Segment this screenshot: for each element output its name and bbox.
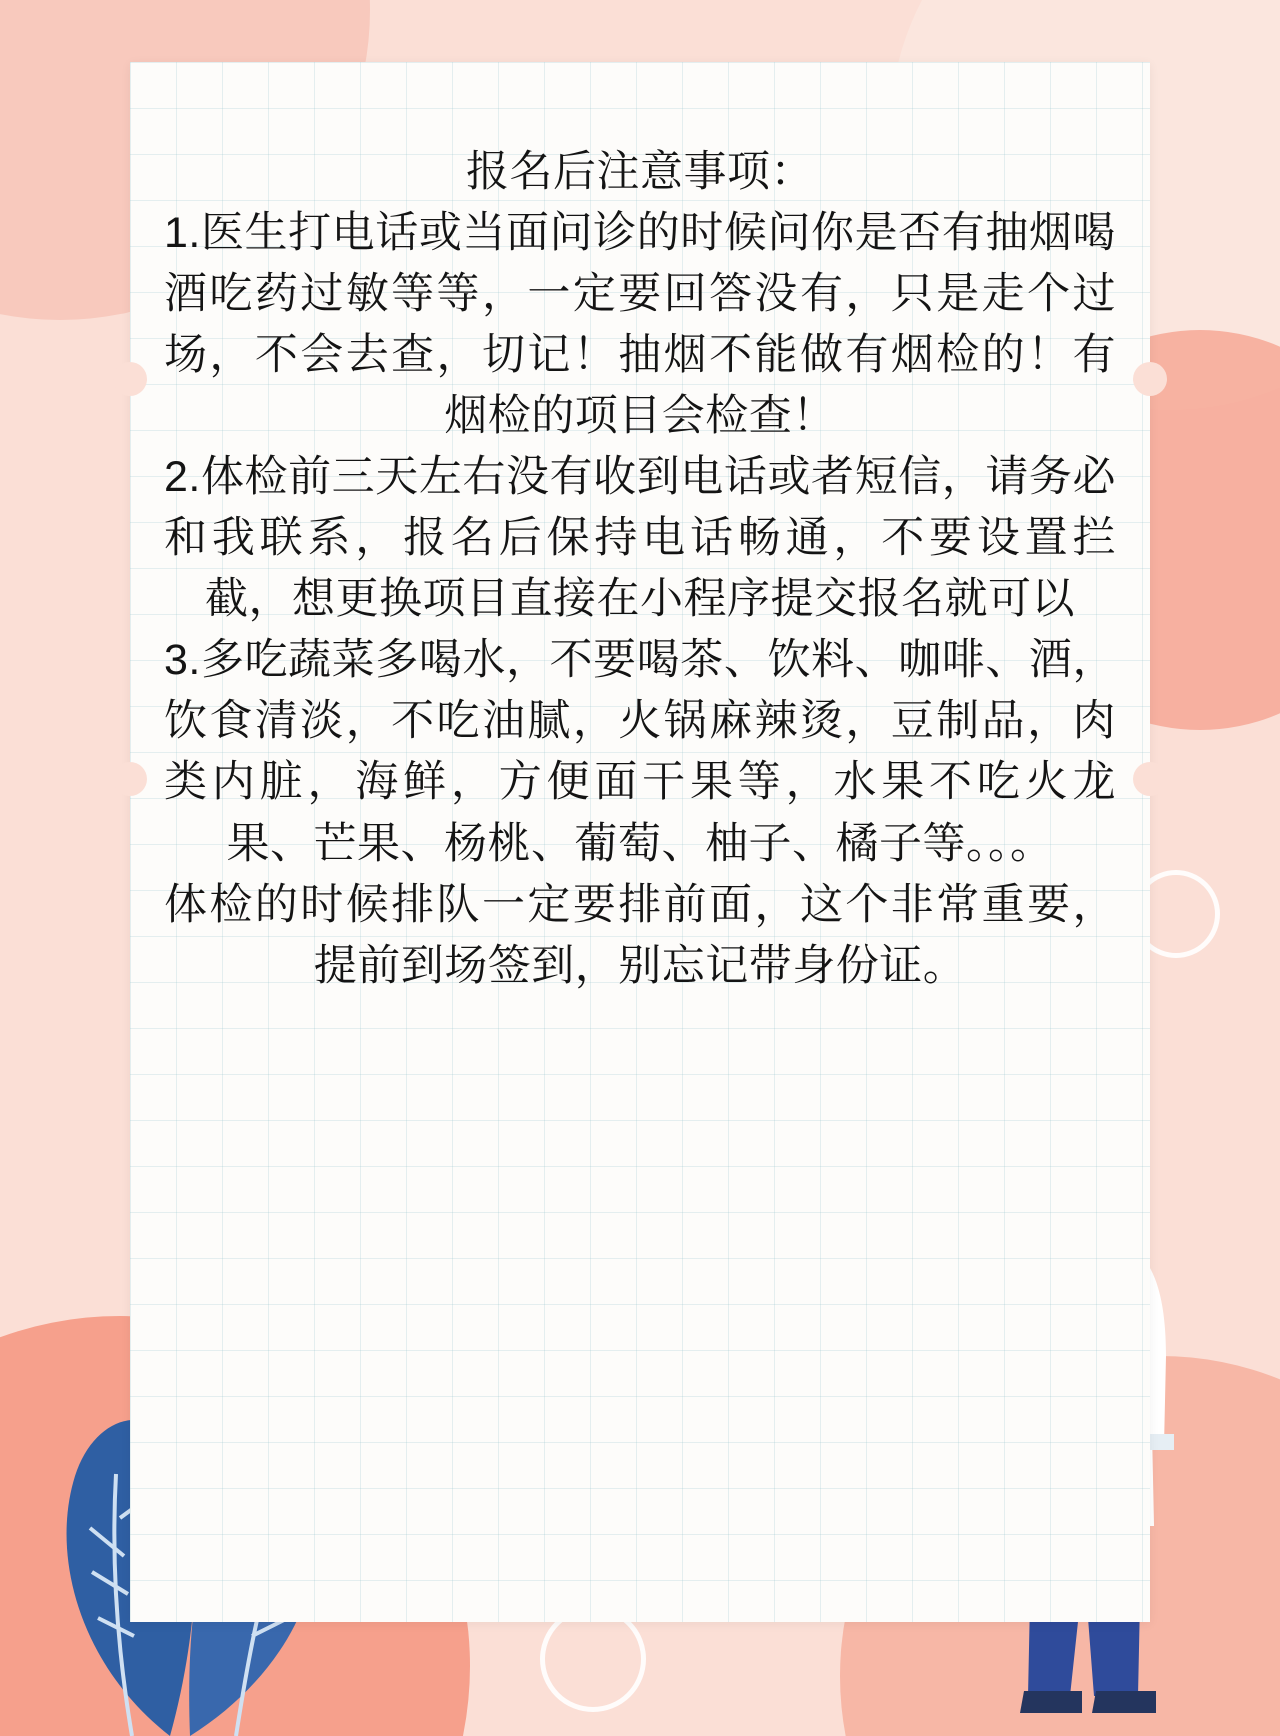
- note-paper: [130, 62, 1150, 1622]
- note-paragraph-3: 3.多吃蔬菜多喝水，不要喝茶、饮料、咖啡、酒，饮食清淡，不吃油腻，火锅麻辣烫，豆制品，肉类内脏，海鲜，方便面干果等，水果不吃火龙果、芒果、杨桃、葡萄、柚子、橘子等。。。: [164, 636, 1116, 868]
- note-content: [130, 142, 1150, 997]
- note-paragraph-2: 2.体检前三天左右没有收到电话或者短信，请务必和我联系，报名后保持电话畅通，不要设置拦截，想更换项目直接在小程序提交报名就可以: [164, 453, 1116, 624]
- note-paragraph-4: 体检的时候排队一定要排前面，这个非常重要，提前到场签到，别忘记带身份证。: [164, 880, 1116, 990]
- page-title: 报名后注意事项：: [466, 148, 814, 196]
- note-paragraph-1: 1.医生打电话或当面问诊的时候问你是否有抽烟喝酒吃药过敏等等，一定要回答没有，只是走个过场，不会去查，切记！抽烟不能做有烟检的！有烟检的项目会检查！: [164, 209, 1116, 441]
